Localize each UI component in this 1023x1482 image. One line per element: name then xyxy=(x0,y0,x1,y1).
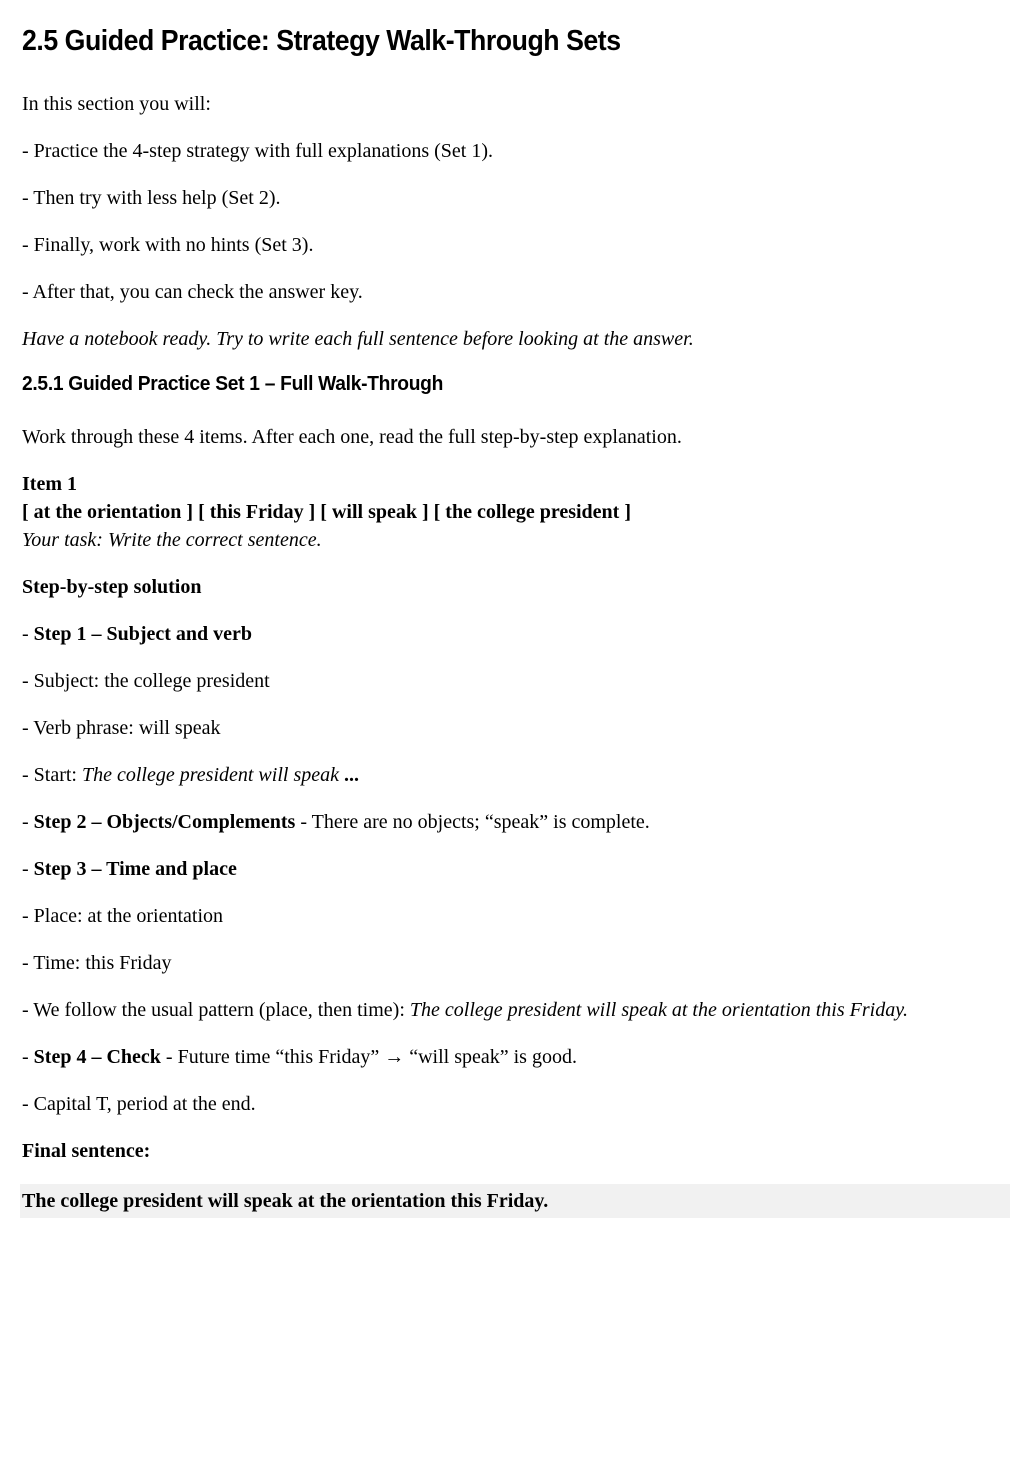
step1-title: Step 1 – Subject and verb xyxy=(33,623,253,645)
intro-bullet-2: - Then try with less help (Set 2). xyxy=(22,187,281,209)
step4-title: Step 4 – Check xyxy=(33,1046,161,1068)
time-line: - Time: this Friday xyxy=(22,952,172,974)
subject-line: - Subject: the college president xyxy=(22,670,270,692)
step2-rest: - There are no objects; “speak” is complete. xyxy=(295,811,650,833)
item1-block xyxy=(22,470,1001,554)
item1-task: Your task: Write the correct sentence. xyxy=(22,529,322,551)
pattern-italic: The college president will speak at the orientation this Friday. xyxy=(409,999,908,1021)
intro-bullet-3: - Finally, work with no hints (Set 3). xyxy=(22,234,314,256)
step3-line xyxy=(22,855,1001,883)
intro-bullet-4: - After that, you can check the answer key. xyxy=(22,281,363,303)
final-label: Final sentence: xyxy=(22,1140,151,1162)
step4-dash: - xyxy=(22,1046,34,1068)
pattern-prefix: - We follow the usual pattern (place, then time): xyxy=(22,999,410,1021)
step1-line xyxy=(22,620,1001,648)
capital-line: - Capital T, period at the end. xyxy=(22,1093,256,1115)
verb-line: - Verb phrase: will speak xyxy=(22,717,221,739)
step1-dash: - xyxy=(22,623,34,645)
start-line xyxy=(22,761,1001,789)
item1-chunks: [ at the orientation ] [ this Friday ] [ will speak ] [ the college president ] xyxy=(22,501,631,523)
step4-rest: - Future time “this Friday” → “will speak” is good. xyxy=(160,1046,577,1068)
step2-title: Step 2 – Objects/Complements xyxy=(33,811,296,833)
intro-lead: In this section you will: xyxy=(22,93,211,115)
item1-label: Item 1 xyxy=(22,473,77,495)
solution-heading: Step-by-step solution xyxy=(22,576,202,598)
final-sentence-highlight: The college president will speak at the orientation this Friday. xyxy=(20,1184,1010,1218)
step2-dash: - xyxy=(22,811,34,833)
step3-title: Step 3 – Time and place xyxy=(33,858,237,880)
step2-line xyxy=(22,808,1001,836)
step3-dash: - xyxy=(22,858,34,880)
pattern-line xyxy=(22,996,1001,1024)
page-title: 2.5 Guided Practice: Strategy Walk-Through Sets xyxy=(22,25,621,57)
intro-bullet-1: - Practice the 4-step strategy with full explanations (Set 1). xyxy=(22,140,493,162)
place-line: - Place: at the orientation xyxy=(22,905,224,927)
start-italic: The college president will speak xyxy=(82,764,339,786)
step4-line xyxy=(22,1043,1001,1071)
start-ellipsis: ... xyxy=(338,764,359,786)
notebook-note: Have a notebook ready. Try to write each full sentence before looking at the answer. xyxy=(22,328,694,350)
section-heading-set1: 2.5.1 Guided Practice Set 1 – Full Walk-Through xyxy=(22,373,444,395)
set1-intro: Work through these 4 items. After each one, read the full step-by-step explanation. xyxy=(22,426,682,448)
start-prefix: - Start: xyxy=(22,764,82,786)
